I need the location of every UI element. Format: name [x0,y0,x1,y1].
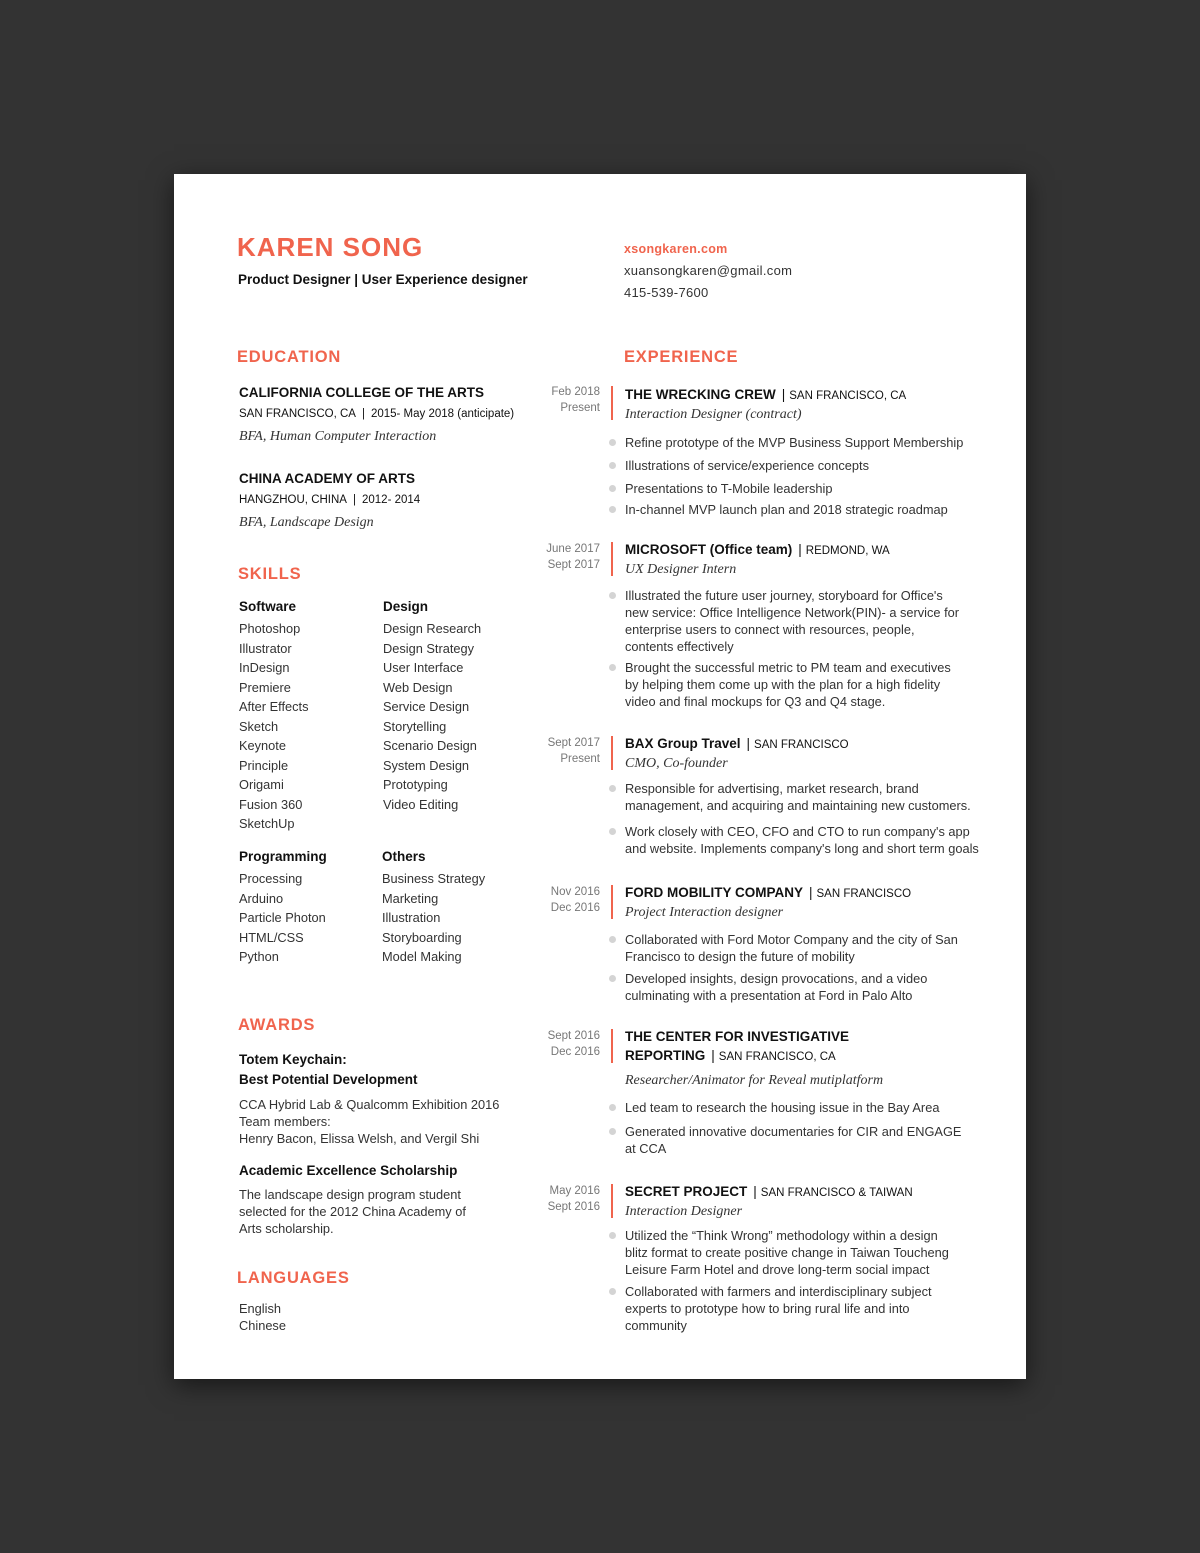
bullet-line: blitz format to create positive change in Taiwan Toucheng [625,1245,949,1260]
skill-item: Premiere [239,679,291,695]
job-role: Interaction Designer [625,1204,743,1219]
bullet-item [609,501,979,518]
bullet-line: Developed insights, design provocations, and a video [625,971,928,986]
job-company: FORD MOBILITY COMPANY [625,885,803,900]
job-role: Project Interaction designer [625,905,784,920]
school-location: SAN FRANCISCO, CA [239,408,356,420]
bullet-item [609,823,979,857]
bullet-line: Generated innovative documentaries for CIR and ENGAGE [625,1124,962,1139]
bullet-dot-icon [609,975,616,982]
award-title: Totem Keychain: [239,1052,347,1067]
bullet-dot-icon [609,592,616,599]
job-title: SECRET PROJECT | SAN FRANCISCO & TAIWAN [625,1184,913,1199]
job-start-date: Nov 2016 [550,886,600,898]
skill-item: Service Design [383,699,470,714]
resume-page [174,174,1026,1379]
bullet-line: Utilized the “Think Wrong” methodology within a design [625,1228,938,1243]
award-desc-line: Team members: [239,1114,331,1129]
job-company-line: THE CENTER FOR INVESTIGATIVE [625,1029,850,1044]
school-meta: HANGZHOU, CHINA | 2012- 2014 [239,494,421,506]
award-title: Academic Excellence Scholarship [239,1163,458,1178]
bullet-dot-icon [609,1104,616,1111]
bullet-line: enterprise users to connect with resources, people, [625,622,915,637]
school-degree: BFA, Landscape Design [239,515,374,530]
job-divider [611,1184,613,1218]
school-name: CHINA ACADEMY OF ARTS [239,471,416,486]
job-dates [534,885,600,916]
job-divider [611,386,613,420]
job-bullets [609,1227,979,1334]
award-desc-line: CCA Hybrid Lab & Qualcomm Exhibition 2016 [239,1097,500,1112]
award-desc-line: selected for the 2012 China Academy of [239,1204,466,1219]
school-meta: SAN FRANCISCO, CA | 2015- May 2018 (anticipate) [239,408,515,420]
bullet-dot-icon [609,785,616,792]
skills-group-programming [239,849,327,967]
bullet-dot-icon [609,664,616,671]
job-title: THE WRECKING CREW | SAN FRANCISCO, CA [625,387,907,402]
bullet-dot-icon [609,1232,616,1239]
job-company: MICROSOFT (Office team) [625,542,793,557]
job-company: REPORTING [625,1048,706,1063]
school-name: CALIFORNIA COLLEGE OF THE ARTS [239,385,484,400]
job-divider [611,885,613,919]
skill-item: Principle [239,757,289,773]
bullet-item [609,780,979,814]
school-dates: 2015- May 2018 (anticipate) [370,408,515,420]
bullet-line: contents effectively [625,639,734,654]
bullet-line: culminating with a presentation at Ford in Palo Alto [625,988,913,1003]
skill-item: Storyboarding [382,929,462,945]
email-link[interactable]: xuansongkaren@gmail.com [624,263,793,278]
bullet-item [609,970,979,1004]
school-degree: BFA, Human Computer Interaction [239,429,437,444]
skill-item: Model Making [382,949,462,964]
skills-group-title: Programming [239,849,327,864]
bullet-item [609,1099,979,1116]
job-role: Researcher/Animator for Reveal mutiplatform [625,1073,884,1088]
bullet-item [609,1123,979,1157]
skills-group-design [383,599,481,814]
skill-item: Fusion 360 [239,796,303,812]
job-end-date: Sept 2016 [547,1200,600,1213]
bullet-dot-icon [609,462,616,469]
skills-group-software [239,599,308,834]
experience-heading: EXPERIENCE [624,348,739,366]
award-desc-line: Arts scholarship. [239,1221,334,1236]
bullet-line: Led team to research the housing issue in the Bay Area [625,1100,940,1115]
skill-item: Photoshop [239,621,301,636]
job-divider [611,736,613,770]
job-location: SAN FRANCISCO & TAIWAN [760,1187,913,1199]
bullet-line: by helping them come up with the plan for a high fidelity [625,677,941,692]
job-bullets [609,434,979,518]
job-end-date: Present [560,752,600,765]
award-desc-line: Henry Bacon, Elissa Welsh, and Vergil Shi [239,1131,480,1146]
bullet-line: Collaborated with Ford Motor Company and the city of San [625,932,958,947]
bullet-item [609,931,979,965]
job-end-date: Present [560,401,600,414]
skills-list [383,619,481,814]
bullet-line: video and final mockups for Q3 and Q4 stage. [625,694,886,709]
education-entry [239,385,514,445]
language-item: Chinese [239,1318,286,1333]
bullet-line: Brought the successful metric to PM team and executives [625,660,951,675]
skill-item: System Design [383,757,470,773]
job-end-date: Sept 2017 [547,558,600,571]
job-bullets [609,1099,979,1157]
skill-item: Origami [239,777,284,792]
bullet-item [609,1283,979,1334]
job-end-date: Dec 2016 [550,1045,600,1058]
skills-list [239,869,327,967]
bullet-dot-icon [609,485,616,492]
job-dates [534,385,600,416]
skill-item: Web Design [383,679,453,695]
job-start-date: May 2016 [549,1185,600,1197]
skill-item: Storytelling [383,718,447,734]
bullet-line: Responsible for advertising, market research, brand [625,781,919,796]
resume-subtitle: Product Designer | User Experience designer [238,272,528,287]
language-item: English [239,1301,281,1316]
awards-heading: AWARDS [238,1016,316,1034]
job-title: FORD MOBILITY COMPANY | SAN FRANCISCO [625,885,912,900]
bullet-line: and website. Implements company's long and short term goals [625,841,979,856]
bullet-item [609,434,979,451]
job-location: REDMOND, WA [805,545,890,557]
award-entry [239,1050,499,1147]
award-entry [239,1163,466,1237]
skill-item: Illustration [382,910,441,925]
job-dates [534,542,600,573]
bullet-line: Work closely with CEO, CFO and CTO to run company's app [625,824,970,839]
skills-list [382,869,485,967]
bullet-item [609,457,979,474]
job-company: SECRET PROJECT [625,1184,748,1199]
job-end-date: Dec 2016 [550,901,600,914]
bullet-dot-icon [609,439,616,446]
education-entry [239,471,420,531]
bullet-line: In-channel MVP launch plan and 2018 strategic roadmap [625,502,948,517]
job-bullets [609,931,979,1004]
skill-item: Business Strategy [382,871,486,886]
job-start-date: Sept 2016 [547,1030,600,1042]
job-location: SAN FRANCISCO, CA [718,1051,836,1063]
skill-item: InDesign [239,660,290,675]
skills-group-title: Software [239,599,297,614]
skills-heading: SKILLS [238,565,302,583]
bullet-item [609,587,979,655]
bullet-line: management, and acquiring and maintaining new customers. [625,798,971,813]
skill-item: After Effects [239,699,309,714]
bullet-dot-icon [609,506,616,513]
skill-item: Prototyping [383,777,448,792]
bullet-line: Leisure Farm Hotel and drove long-term social impact [625,1262,930,1277]
phone-number: 415-539-7600 [624,285,709,300]
skills-group-title: Others [382,849,426,864]
bullet-line: new service: Office Intelligence Network(PIN)- a service for [625,605,960,620]
job-location: SAN FRANCISCO [816,888,912,900]
skill-item: Marketing [382,890,439,906]
bullet-dot-icon [609,828,616,835]
languages-heading: LANGUAGES [237,1269,350,1287]
bullet-line: Illustrations of service/experience concepts [625,458,869,473]
job-location: SAN FRANCISCO, CA [789,390,907,402]
skill-item: Video Editing [383,796,459,812]
skill-item: Arduino [239,890,284,906]
bullet-line: experts to prototype how to bring rural life and into [625,1301,910,1316]
job-start-date: Feb 2018 [551,386,600,398]
resume-name: KAREN SONG [237,232,424,262]
job-dates [534,1184,600,1215]
skills-list [239,619,308,834]
job-start-date: June 2017 [546,543,600,555]
job-divider [611,1029,613,1063]
skill-item: HTML/CSS [239,929,304,945]
skill-item: User Interface [383,660,464,675]
skill-item: Sketch [239,718,279,734]
job-role: CMO, Co-founder [625,756,728,771]
job-company: THE WRECKING CREW [625,387,776,402]
job-dates [534,1029,600,1060]
bullet-line: community [625,1318,687,1333]
job-title: THE CENTER FOR INVESTIGATIVE REPORTING | SAN FRANCISCO, CA [625,1029,850,1063]
job-location: SAN FRANCISCO [754,739,849,751]
bullet-item [609,1227,979,1278]
bullet-line: Francisco to design the future of mobility [625,949,855,964]
award-title: Best Potential Development [239,1072,418,1087]
job-start-date: Sept 2017 [547,737,600,749]
job-dates [534,736,600,767]
skill-item: Illustrator [239,640,292,656]
job-divider [611,542,613,576]
skills-group-title: Design [383,599,429,614]
bullet-line: Collaborated with farmers and interdisciplinary subject [625,1284,932,1299]
school-location: HANGZHOU, CHINA [239,494,347,506]
award-description [239,1096,499,1147]
bullet-dot-icon [609,1128,616,1135]
skill-item: Python [239,949,279,964]
award-description [239,1186,466,1237]
skill-item: Keynote [239,738,286,753]
languages-list [239,1300,286,1334]
skill-item: Scenario Design [383,738,477,753]
skill-item: Design Research [383,621,482,636]
job-role: UX Designer Intern [625,562,737,577]
job-bullets [609,780,979,857]
skill-item: Particle Photon [239,910,326,925]
bullet-item [609,480,979,497]
job-role: Interaction Designer (contract) [625,407,802,422]
bullet-dot-icon [609,936,616,943]
award-desc-line: The landscape design program student [239,1187,461,1202]
job-title: BAX Group Travel | SAN FRANCISCO [625,736,849,751]
skill-item: SketchUp [239,816,295,831]
bullet-line: Refine prototype of the MVP Business Support Membership [625,435,964,450]
school-dates: 2012- 2014 [361,494,421,506]
bullet-dot-icon [609,1288,616,1295]
bullet-line: Presentations to T-Mobile leadership [625,481,833,496]
website-link[interactable]: xsongkaren.com [624,242,728,256]
bullet-line: Illustrated the future user journey, storyboard for Office's [625,588,943,603]
skills-group-others [382,849,485,967]
job-bullets [609,587,979,710]
job-company: BAX Group Travel [625,736,741,751]
bullet-item [609,659,979,710]
bullet-line: at CCA [625,1141,667,1156]
skill-item: Design Strategy [383,640,475,656]
skill-item: Processing [239,871,303,886]
education-heading: EDUCATION [237,348,342,366]
job-title: MICROSOFT (Office team) | REDMOND, WA [625,542,890,557]
